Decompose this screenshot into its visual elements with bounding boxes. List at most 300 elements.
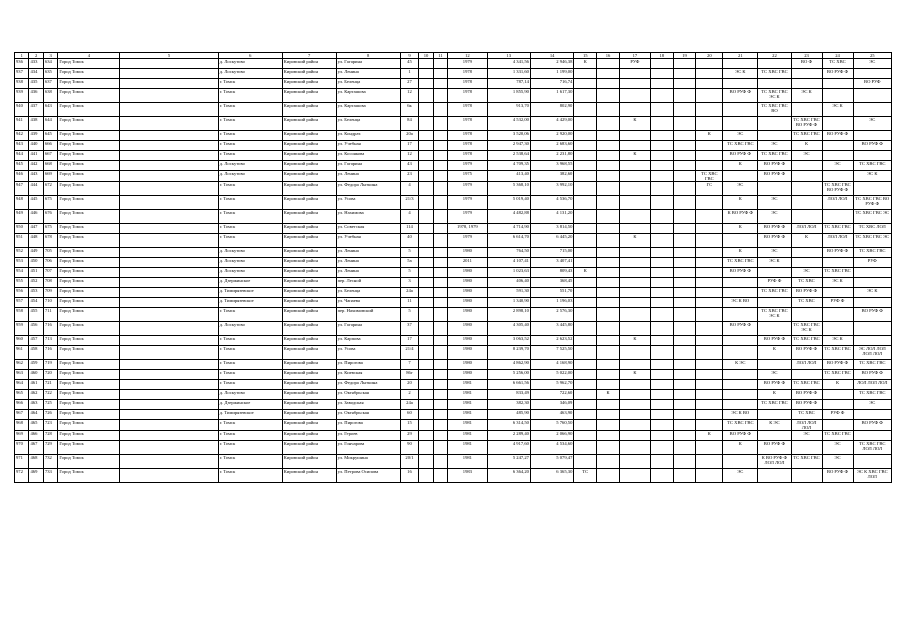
table-cell: [650, 346, 673, 360]
column-number-11: 11: [433, 53, 447, 59]
table-cell: [120, 370, 218, 380]
table-cell: [597, 210, 620, 224]
table-cell: ТС ХВС ГВС ЭС К: [758, 89, 791, 103]
table-cell: [433, 288, 447, 298]
table-cell: ВО РУФ Ф: [723, 268, 758, 278]
table-cell: [433, 224, 447, 234]
table-cell: [619, 89, 650, 103]
table-cell: Город Томск: [58, 171, 120, 182]
table-cell: [650, 469, 673, 483]
table-cell: ВО РУФ Ф: [791, 346, 822, 360]
table-cell: [650, 390, 673, 400]
table-cell: [791, 469, 822, 483]
table-cell: 5 256,00: [487, 370, 530, 380]
table-cell: [120, 410, 218, 420]
table-cell: [574, 346, 597, 360]
table-cell: [433, 370, 447, 380]
table-cell: [419, 390, 433, 400]
table-cell: ЭС: [791, 431, 822, 441]
table-cell: г. Томск: [218, 131, 282, 141]
table-cell: [673, 336, 696, 346]
table-cell: 439: [29, 131, 43, 141]
table-cell: [419, 69, 433, 79]
table-cell: 3 407,41: [530, 258, 573, 268]
table-cell: [822, 420, 853, 431]
table-cell: [650, 380, 673, 390]
table-cell: [619, 400, 650, 410]
table-cell: 413,40: [487, 171, 530, 182]
table-cell: [853, 182, 891, 196]
table-cell: [673, 59, 696, 69]
table-cell: 732: [43, 455, 57, 469]
column-number-15: 15: [574, 53, 597, 59]
table-cell: 1981: [448, 431, 487, 441]
table-cell: 5 247,27: [487, 455, 530, 469]
table-cell: [419, 346, 433, 360]
table-cell: ТС ХВС ГВС ВО РУФ Ф: [853, 196, 891, 210]
table-cell: 469: [29, 469, 43, 483]
table-cell: ул. Учебная: [336, 234, 400, 248]
table-cell: 957: [15, 298, 29, 308]
table-cell: Кировский район: [282, 308, 336, 322]
table-cell: Город Томск: [58, 346, 120, 360]
table-cell: 719: [43, 360, 57, 370]
table-cell: [696, 196, 723, 210]
table-cell: [419, 431, 433, 441]
table-cell: г. Томск: [218, 141, 282, 151]
table-cell: д. Лоскутово: [218, 161, 282, 171]
table-cell: 716: [43, 322, 57, 336]
table-cell: [619, 196, 650, 210]
table-cell: [120, 268, 218, 278]
table-cell: [597, 278, 620, 288]
table-cell: 1 199,00: [530, 69, 573, 79]
table-cell: [597, 360, 620, 370]
table-cell: [650, 161, 673, 171]
table-cell: [673, 370, 696, 380]
table-cell: ул. Мокрушина: [336, 455, 400, 469]
table-cell: [574, 248, 597, 258]
table-row: [15, 268, 892, 278]
table-cell: [650, 336, 673, 346]
table-cell: [574, 431, 597, 441]
table-cell: [853, 89, 891, 103]
table-cell: [419, 59, 433, 69]
table-cell: [574, 224, 597, 234]
table-cell: ЭС: [758, 210, 791, 224]
table-cell: [574, 161, 597, 171]
table-row: [15, 431, 892, 441]
table-cell: К: [723, 161, 758, 171]
table-cell: ЭС: [723, 131, 758, 141]
table-cell: Кировский район: [282, 258, 336, 268]
table-cell: ТС ХВС ГВС: [853, 161, 891, 171]
table-cell: 5 079,47: [530, 455, 573, 469]
table-cell: [822, 400, 853, 410]
table-cell: [597, 441, 620, 455]
table-cell: [650, 141, 673, 151]
table-cell: д. Лоскутово: [218, 59, 282, 69]
table-cell: ЭС: [758, 248, 791, 258]
table-cell: [673, 410, 696, 420]
column-number-18: 18: [650, 53, 673, 59]
table-cell: 551,70: [530, 288, 573, 298]
table-cell: 444: [29, 182, 43, 196]
table-cell: Город Томск: [58, 79, 120, 89]
table-cell: 4 862,90: [487, 360, 530, 370]
table-cell: ЭС К: [723, 69, 758, 79]
table-cell: ЛОЛ ЛОЛ ЛОЛ: [853, 380, 891, 390]
table-cell: 938: [15, 79, 29, 89]
table-cell: [673, 131, 696, 141]
table-cell: 1980: [448, 370, 487, 380]
table-cell: 465: [29, 420, 43, 431]
table-cell: ТС ХВС ГВС ЭС: [853, 210, 891, 224]
table-cell: 733: [43, 469, 57, 483]
table-cell: Кировский район: [282, 370, 336, 380]
table-cell: ТС ХВС ГВС: [822, 346, 853, 360]
table-cell: 43: [400, 161, 419, 171]
table-cell: ГС: [696, 182, 723, 196]
table-cell: 968: [15, 420, 29, 431]
table-cell: [419, 420, 433, 431]
table-cell: г. Томск: [218, 431, 282, 441]
table-cell: ЭС: [758, 141, 791, 151]
table-cell: д. Лоскутово: [218, 322, 282, 336]
table-cell: Город Томск: [58, 431, 120, 441]
table-cell: 443: [29, 171, 43, 182]
table-cell: [758, 182, 791, 196]
table-cell: [433, 141, 447, 151]
table-cell: 1 331,60: [487, 69, 530, 79]
table-cell: 950: [15, 224, 29, 234]
table-row: [15, 161, 892, 171]
table-cell: [673, 431, 696, 441]
table-cell: [120, 308, 218, 322]
table-cell: 458: [29, 346, 43, 360]
table-row: [15, 390, 892, 400]
table-cell: К: [723, 224, 758, 234]
table-cell: Кировский район: [282, 431, 336, 441]
table-cell: 438: [29, 117, 43, 131]
table-cell: Кировский район: [282, 210, 336, 224]
table-cell: [597, 370, 620, 380]
table-cell: ул. Кондрат.: [336, 131, 400, 141]
table-cell: 463: [29, 400, 43, 410]
table-cell: ТС ХВС ГВС ВО РУФ Ф: [791, 117, 822, 131]
table-cell: Город Томск: [58, 336, 120, 346]
table-cell: [673, 441, 696, 455]
table-cell: д. Тимирязевское: [218, 410, 282, 420]
table-row: [15, 196, 892, 210]
table-cell: [650, 410, 673, 420]
table-cell: 1981: [448, 410, 487, 420]
table-cell: [723, 288, 758, 298]
table-cell: [433, 308, 447, 322]
table-cell: [597, 420, 620, 431]
table-cell: [696, 59, 723, 69]
table-cell: ТС ХВС ГВС: [822, 431, 853, 441]
table-cell: [853, 336, 891, 346]
table-cell: 969: [15, 431, 29, 441]
table-cell: [723, 380, 758, 390]
column-number-23: 23: [791, 53, 822, 59]
table-cell: Кировский район: [282, 89, 336, 103]
table-cell: 722: [43, 390, 57, 400]
table-cell: [433, 182, 447, 196]
table-cell: [696, 89, 723, 103]
table-cell: [419, 370, 433, 380]
table-row: [15, 441, 892, 455]
table-cell: ТС ХВС ГВС ЭС: [853, 234, 891, 248]
table-cell: [574, 196, 597, 210]
column-number-13: 13: [487, 53, 530, 59]
table-cell: ЭС К ВО: [723, 410, 758, 420]
table-cell: д. Лоскутово: [218, 268, 282, 278]
table-cell: 1 196,03: [530, 298, 573, 308]
table-cell: [574, 336, 597, 346]
table-cell: 1980: [448, 308, 487, 322]
table-cell: 944: [15, 151, 29, 161]
table-cell: [696, 308, 723, 322]
table-cell: Город Томск: [58, 370, 120, 380]
table-cell: 3: [400, 278, 419, 288]
table-cell: ул. Учебная: [336, 141, 400, 151]
table-cell: ЭС: [822, 161, 853, 171]
table-cell: Город Томск: [58, 103, 120, 117]
table-cell: [433, 441, 447, 455]
table-cell: [650, 420, 673, 431]
table-cell: ул. Героев: [336, 431, 400, 441]
table-cell: [120, 455, 218, 469]
table-cell: ТС ХВС ГВС: [723, 258, 758, 268]
table-cell: Город Томск: [58, 288, 120, 298]
table-cell: [673, 151, 696, 161]
table-cell: [574, 131, 597, 141]
table-cell: [853, 151, 891, 161]
table-row: [15, 360, 892, 370]
column-number-2: 2: [29, 53, 43, 59]
table-cell: [433, 196, 447, 210]
table-cell: [853, 103, 891, 117]
table-cell: [419, 171, 433, 182]
table-cell: ул. Косоякова: [336, 151, 400, 161]
table-cell: Кировский район: [282, 248, 336, 258]
table-cell: 1978: [448, 117, 487, 131]
table-cell: г. Томск: [218, 79, 282, 89]
table-cell: 485,90: [487, 410, 530, 420]
table-cell: Город Томск: [58, 400, 120, 410]
table-cell: [791, 182, 822, 196]
table-cell: К: [619, 151, 650, 161]
table-cell: [433, 420, 447, 431]
table-row: [15, 278, 892, 288]
table-cell: [574, 360, 597, 370]
table-cell: Кировский район: [282, 151, 336, 161]
table-cell: [433, 390, 447, 400]
table-cell: [619, 420, 650, 431]
table-cell: 4 429,00: [530, 117, 573, 131]
table-cell: 5а: [400, 258, 419, 268]
column-number-25: 25: [853, 53, 891, 59]
table-cell: 1978: [448, 79, 487, 89]
table-cell: 4 131,20: [530, 210, 573, 224]
table-cell: 963: [15, 370, 29, 380]
table-cell: 1979: [448, 210, 487, 224]
table-cell: [758, 298, 791, 308]
table-cell: [120, 210, 218, 224]
table-cell: [696, 441, 723, 455]
table-cell: [597, 69, 620, 79]
table-cell: 20а: [400, 131, 419, 141]
table-cell: [619, 322, 650, 336]
column-number-20: 20: [696, 53, 723, 59]
table-cell: [419, 131, 433, 141]
table-cell: 1979: [448, 182, 487, 196]
table-cell: 764,50: [487, 248, 530, 258]
table-cell: 12: [400, 89, 419, 103]
table-cell: 3 520,06: [487, 131, 530, 141]
table-cell: Кировский район: [282, 117, 336, 131]
table-cell: ЭС К ХВС ГВС ЛОЛ: [853, 469, 891, 483]
table-cell: [822, 171, 853, 182]
table-cell: [574, 234, 597, 248]
table-cell: 956: [15, 288, 29, 298]
table-cell: 964: [15, 380, 29, 390]
table-cell: [597, 431, 620, 441]
table-cell: 4 168,90: [530, 360, 573, 370]
table-cell: К: [758, 390, 791, 400]
table-cell: [696, 370, 723, 380]
table-cell: [433, 298, 447, 308]
table-cell: [120, 360, 218, 370]
table-cell: [673, 278, 696, 288]
table-cell: [597, 410, 620, 420]
table-cell: 720: [43, 370, 57, 380]
table-cell: [619, 224, 650, 234]
table-cell: [597, 196, 620, 210]
table-cell: ТС ХВС ГВС ЭС К: [758, 308, 791, 322]
table-cell: [791, 79, 822, 89]
table-row: [15, 141, 892, 151]
table-cell: 809,43: [530, 268, 573, 278]
table-cell: [822, 390, 853, 400]
table-cell: [120, 171, 218, 182]
table-cell: 1983: [448, 469, 487, 483]
table-cell: [673, 380, 696, 390]
table-cell: г. Томск: [218, 380, 282, 390]
table-cell: [696, 390, 723, 400]
table-cell: Кировский район: [282, 161, 336, 171]
table-row: [15, 420, 892, 431]
table-cell: 715,00: [530, 248, 573, 258]
table-cell: [696, 141, 723, 151]
table-cell: [597, 141, 620, 151]
table-cell: 4: [400, 182, 419, 196]
table-cell: 4 534,60: [530, 441, 573, 455]
table-cell: [673, 346, 696, 360]
table-row: [15, 117, 892, 131]
table-cell: ул. Ленина: [336, 171, 400, 182]
table-cell: [673, 141, 696, 151]
table-cell: 4 709,35: [487, 161, 530, 171]
table-cell: 2011: [448, 258, 487, 268]
table-cell: Кировский район: [282, 234, 336, 248]
table-cell: [574, 103, 597, 117]
table-cell: [120, 182, 218, 196]
table-cell: 943: [15, 141, 29, 151]
table-row: [15, 131, 892, 141]
table-cell: [120, 69, 218, 79]
table-cell: [433, 380, 447, 390]
table-cell: 971: [15, 455, 29, 469]
table-cell: [120, 346, 218, 360]
table-cell: [419, 336, 433, 346]
table-cell: Кировский район: [282, 103, 336, 117]
table-cell: К ЭС: [758, 420, 791, 431]
table-cell: [619, 131, 650, 141]
table-cell: [822, 288, 853, 298]
table-cell: 1978: [448, 103, 487, 117]
table-cell: Город Томск: [58, 182, 120, 196]
table-cell: [673, 248, 696, 258]
table-cell: 4 482,88: [487, 210, 530, 224]
table-cell: [673, 103, 696, 117]
table-cell: [723, 234, 758, 248]
table-cell: 713: [43, 336, 57, 346]
table-cell: 4: [400, 210, 419, 224]
table-cell: 676: [43, 210, 57, 224]
table-cell: [822, 151, 853, 161]
table-cell: Город Томск: [58, 141, 120, 151]
table-cell: г. Томск: [218, 441, 282, 455]
table-cell: ТС: [574, 469, 597, 483]
table-cell: [673, 288, 696, 298]
table-cell: ул. Гагарина: [336, 59, 400, 69]
table-cell: 635: [43, 69, 57, 79]
table-cell: 16: [400, 469, 419, 483]
table-cell: г. Томск: [218, 103, 282, 117]
table-cell: [574, 258, 597, 268]
table-cell: 452: [29, 278, 43, 288]
table-cell: ул. Гончарова: [336, 441, 400, 455]
table-cell: [673, 322, 696, 336]
table-cell: [696, 360, 723, 370]
table-cell: 445: [29, 196, 43, 210]
table-cell: [650, 298, 673, 308]
table-cell: 955: [15, 278, 29, 288]
column-number-19: 19: [673, 53, 696, 59]
table-row: [15, 288, 892, 298]
housing-registry-table: [14, 52, 892, 483]
table-cell: [853, 298, 891, 308]
table-cell: Город Томск: [58, 117, 120, 131]
table-cell: Город Томск: [58, 151, 120, 161]
table-cell: ВО РУФ Ф: [822, 69, 853, 79]
table-cell: 459: [29, 360, 43, 370]
table-cell: 1980: [448, 360, 487, 370]
table-cell: [120, 390, 218, 400]
table-row: [15, 336, 892, 346]
table-cell: [696, 336, 723, 346]
table-cell: [758, 59, 791, 69]
table-cell: 947: [15, 182, 29, 196]
table-cell: [597, 89, 620, 103]
table-cell: г. Томск: [218, 346, 282, 360]
table-cell: 1980: [448, 298, 487, 308]
table-cell: 5 368,10: [487, 182, 530, 196]
table-cell: [419, 288, 433, 298]
